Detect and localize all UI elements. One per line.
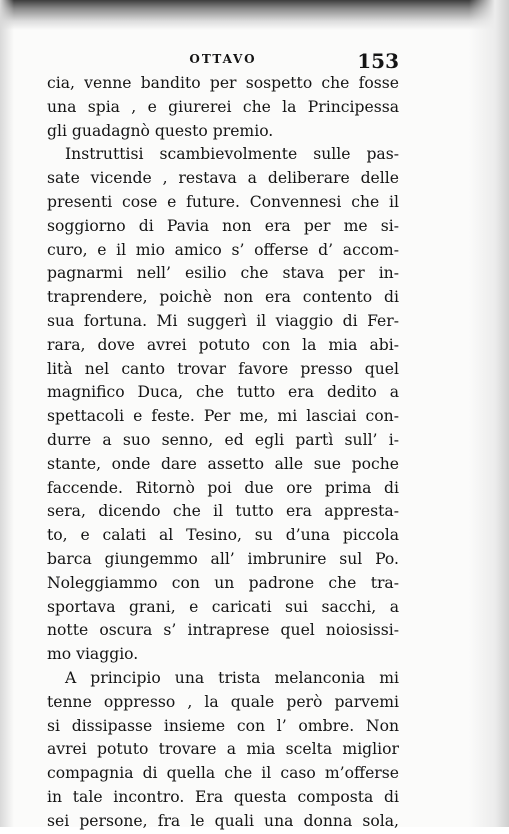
text-line: to, e calati al Tesino, su d’una piccola	[47, 526, 399, 545]
text-line: traprendere, poichè non era contento di	[47, 288, 399, 307]
text-line: lità nel canto trovar favore presso quel	[47, 359, 399, 378]
text-line: magnifico Duca, che tutto era dedito a	[47, 383, 399, 402]
text-line: gli guadagnò questo premio.	[47, 121, 274, 140]
text-line: A principio una trista melanconia mi	[65, 668, 399, 687]
text-line: avrei potuto trovare a mia scelta miglior	[47, 740, 399, 759]
page-number: 153	[357, 49, 399, 73]
text-line: mo viaggio.	[47, 645, 139, 664]
text-line: Instruttisi scambievolmente sulle pas-	[65, 145, 399, 164]
page-header	[47, 49, 399, 74]
text-line: sera, dicendo che il tutto era apprestа-	[47, 502, 399, 521]
text-line: si dissipasse insieme con l’ ombre. Non	[47, 716, 399, 735]
text-line: presenti cose e future. Convennesi che il	[47, 192, 399, 211]
text-line: notte oscura s’ intraprese quel noiosissi-	[47, 621, 399, 640]
text-line: Noleggiammo con un padrone che tra-	[47, 573, 399, 592]
text-line: sate vicende , restava a deliberare delle	[47, 169, 399, 188]
text-line: tenne oppresso , la quale però parvemi	[47, 692, 399, 711]
text-line: cia, venne bandito per sospetto che fosse	[47, 74, 399, 92]
text-line: sportava grani, e caricati sui sacchi, a	[47, 597, 399, 616]
text-line: sua fortuna. Mi suggerì il viaggio di Fer-	[47, 311, 399, 330]
text-line: barca giungemmo all’ imbrunire sul Po.	[47, 549, 399, 568]
text-line: stante, onde dare assetto alle sue poche	[47, 454, 399, 473]
text-line: sei persone, fra le quali una donna sola,	[47, 811, 399, 830]
text-line: curo, e il mio amico s’ offerse d’ accom-	[47, 240, 399, 259]
running-head: OTTAVO	[189, 52, 257, 66]
text-line: una spia , e giurerei che la Principessa	[47, 97, 399, 116]
text-line: durre a suo senno, ed egli partì sull’ i-	[47, 430, 399, 449]
text-line: in tale incontro. Era questa composta di	[47, 787, 399, 806]
text-line: spettacoli e feste. Per me, mi lasciai con-	[47, 407, 399, 426]
page-left-shadow	[0, 0, 14, 827]
text-line: pagnarmi nell’ esilio che stava per in-	[47, 264, 399, 283]
text-line: compagnia di quella che il caso m’offerse	[47, 764, 399, 783]
page-top-shadow	[0, 0, 509, 30]
body-text	[47, 72, 399, 834]
text-line: faccende. Ritornò poi due ore prima di	[47, 478, 399, 497]
page-right-shadow	[469, 0, 509, 827]
text-line: rara, dove avrei potuto con la mia abi-	[47, 335, 399, 354]
text-line: soggiorno di Pavia non era per me si-	[47, 216, 399, 235]
